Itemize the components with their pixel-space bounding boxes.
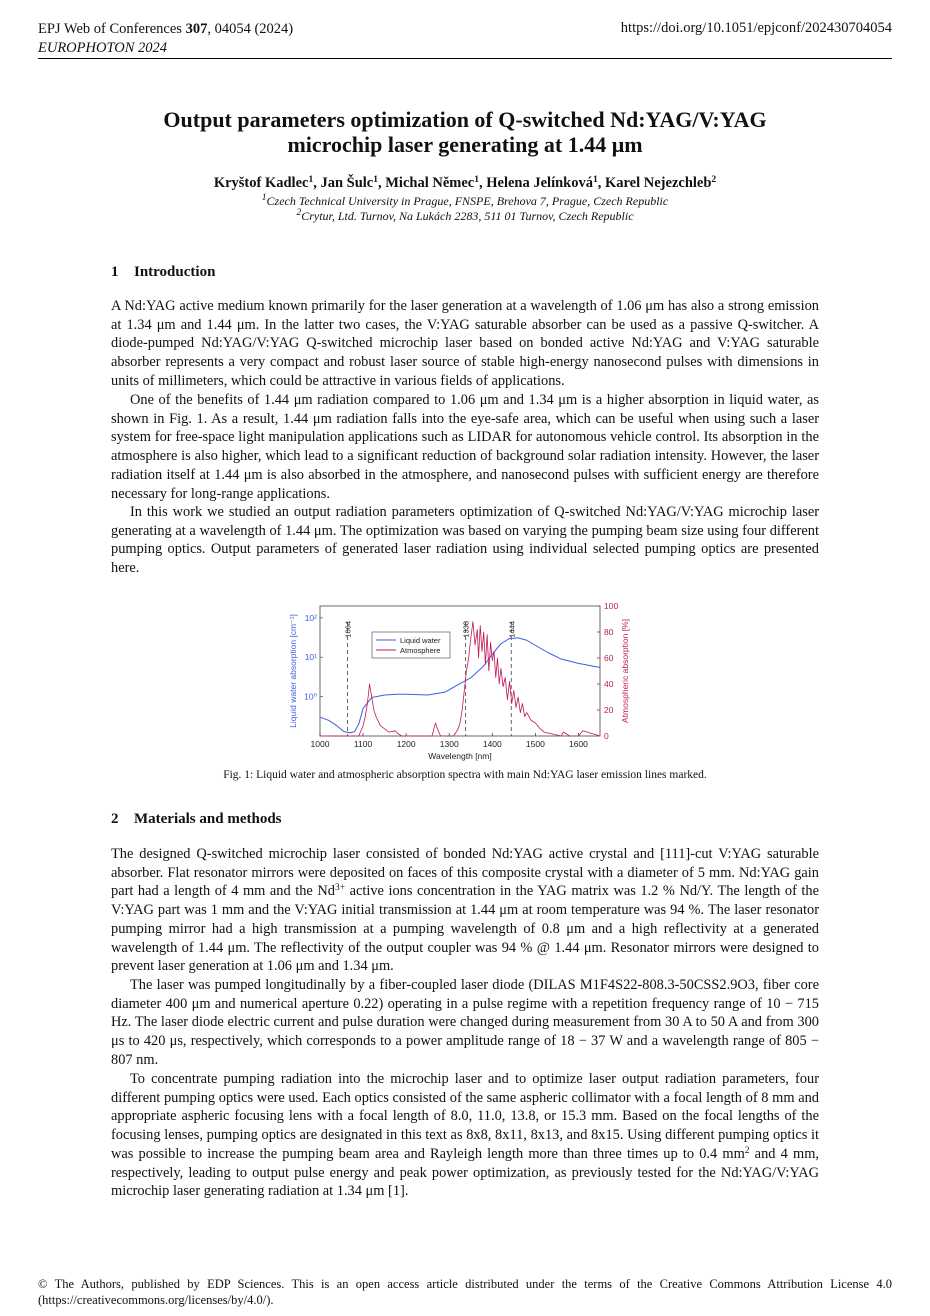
x-tick-label: 1200 [396, 739, 416, 749]
absorption-chart [275, 598, 655, 768]
figure-caption: Fig. 1: Liquid water and atmospheric absorption spectra with main Nd:YAG laser emission lines marked. [223, 769, 707, 781]
methods-paragraph-3: To concentrate pumping radiation into the microchip laser and to optimize laser output radiation parameters, four different pumping optics were used. Each optics consisted of the same aspheric collimator with a focal length of 8 mm and appropriate aspheric focusing lens with a focal length of 8.0, 11.0, 13.8, or 15.3 mm. Based on the focal lengths of the focusing lenses, pumping optics are designated in this text as 8x8, 8x11, 8x13, and 8x15. Using different pumping optics it was possible to increase the pumping beam area and Rayleigh length more than three times up to 0.4 $mm^2$ and 4 mm, respectively, leading to output pulse energy and peak power optimization, as previously tested for the Nd:YAG/V:YAG microchip laser generating radiation at 1.34 μm [1]. [111, 1071, 819, 1200]
y-left-tick-label: 10¹ [304, 652, 317, 663]
article-number: , 04054 (2024) [207, 21, 294, 37]
affiliation-2: $^2$Crytur, Ltd. Turnov, Na Lukách 2283, 511 01 Turnov, Czech Republic [296, 208, 634, 223]
doi-link[interactable]: https://doi.org/10.1051/epjconf/202430704054 [620, 20, 892, 36]
conference-name: EUROPHOTON 2024 [38, 40, 168, 56]
figure-1 [275, 598, 655, 768]
emission-line-label: 1338 [461, 621, 471, 638]
author: Helena Jelínková [486, 175, 593, 191]
emission-line-label: 1064 [343, 621, 353, 638]
legend-label: Atmosphere [400, 646, 441, 655]
y-right-tick-label: 20 [604, 705, 614, 715]
header-rule [38, 58, 892, 59]
section-heading-introduction: 1 Introduction [111, 264, 216, 280]
journal-volume: 307 [185, 21, 208, 37]
author: Karel Nejezchleb [604, 175, 712, 191]
author-list: Kryštof Kadlec$^1$, Jan Šulc$^1$, Michal Němec$^1$, Helena Jelínková$^1$, Karel Nejezchleb$^2$ [213, 175, 717, 191]
running-header [38, 20, 293, 58]
x-axis-label: Wavelength [nm] [428, 751, 492, 761]
y-left-tick-label: 10⁰ [304, 691, 317, 702]
plot-frame [320, 606, 600, 736]
intro-paragraph-2: One of the benefits of 1.44 μm radiation compared to 1.06 μm and 1.34 μm is a higher absorption in liquid water, as shown in Fig. 1. As a result, 1.44 μm radiation falls into the eye-safe area, which can be useful when using such a laser system for free-space light manipulation applications such as LIDAR for autonomous vehicle control. Its absorption in the atmosphere is also higher, which lead to a significant reduction of background solar radiation intensity. However, the laser radiation itself at 1.44 μm is also absorbed in the atmosphere, and nanosecond pulses with sufficient energy are therefore necessary for long-range applications. [111, 392, 819, 502]
author: Kryštof Kadlec [213, 175, 309, 191]
y-left-axis-label: Liquid water absorption [cm⁻¹] [288, 614, 298, 728]
title-line-1: Output parameters optimization of Q-switched Nd:YAG/V:YAG [163, 107, 767, 132]
methods-paragraph-2: The laser was pumped longitudinally by a fiber-coupled laser diode (DILAS M1F4S22-808.3-50CSS2.9O3, fiber core diameter 400 μm and numerical aperture 0.22) operating in a pulse regime with a repetition frequency range of 10 − 715 Hz. The laser diode electric current and pulse duration were changed during measurement from 30 A to 50 A and from 300 μs to 420 μs, respectively, which corresponds to a power amplitude range of 18 − 37 W and a wavelength range of 805 − 807 nm. [111, 977, 819, 1068]
legend-label: Liquid water [400, 636, 441, 645]
author: Michal Němec [385, 175, 475, 191]
emission-line-label: 1444 [507, 621, 517, 638]
x-tick-label: 1600 [569, 739, 588, 749]
section-heading-materials-methods: 2 Materials and methods [111, 811, 282, 827]
x-tick-label: 1300 [439, 739, 459, 749]
y-right-tick-label: 80 [604, 627, 614, 637]
affiliation-1: $^1$Czech Technical University in Prague, FNSPE, Brehova 7, Prague, Czech Republic [261, 193, 669, 208]
x-tick-label: 1500 [525, 739, 545, 749]
x-tick-label: 1000 [310, 739, 330, 749]
author: Jan Šulc [320, 175, 374, 191]
liquid-water-curve [320, 638, 600, 733]
title-line-2: microchip laser generating at 1.44 μm [287, 132, 643, 157]
journal-name: EPJ Web of Conferences [38, 21, 182, 37]
license-footer: © The Authors, published by EDP Sciences. This is an open access article distributed under the terms of the Creative Commons Attribution License 4.0 (https://creativecommons.org/licenses/by/4.0/). [38, 1277, 892, 1307]
paper-title [90, 107, 840, 157]
y-right-tick-label: 100 [604, 601, 619, 611]
y-left-tick-label: 10² [304, 612, 317, 623]
methods-paragraph-1: The designed Q-switched microchip laser consisted of bonded Nd:YAG active crystal and [111]-cut V:YAG saturable absorber. Flat resonator mirrors were deposited on faces of this composite crystal with a diameter of 5 mm. Nd:YAG gain part had a length of 4 mm and the $Nd^{3+}$ active ions concentration in the YAG matrix was 1.2 % Nd/Y. The length of the V:YAG part was 1 mm and the V:YAG initial transmission at 1.44 μm at room temperature was 94 %. The laser resonator pumping mirror had a high transmission at a pumping wavelength of 0.8 μm and a high reflectivity at a generated wavelength of 1.44 μm. The reflectivity of the output coupler was 94 % @ 1.44 μm. Resonator mirrors were designed to prevent laser generation at 1.06 μm and 1.34 μm. [111, 846, 819, 975]
atmosphere-curve [320, 622, 600, 736]
y-right-axis-label: Atmospheric absorption [%] [620, 619, 630, 723]
intro-paragraph-3: In this work we studied an output radiation parameters optimization of Q-switched Nd:YAG/V:YAG microchip laser generating at a wavelength of 1.44 μm. The optimization was based on varying the pumping beam size using four different pumping optics. Output parameters of generated laser radiation using individual selected pumping optics are presented here. [111, 504, 819, 577]
y-right-tick-label: 40 [604, 679, 614, 689]
y-right-tick-label: 0 [604, 731, 609, 741]
x-tick-label: 1100 [353, 739, 373, 749]
intro-paragraph-1: A Nd:YAG active medium known primarily for the laser generation at a wavelength of 1.06 μm has also a strong emission at 1.34 μm and 1.44 μm. In the latter two cases, the V:YAG saturable absorber can be used as a passive Q-switcher. A diode-pumped Nd:YAG/V:YAG Q-switched microchip laser based on bonded active Nd:YAG and V:YAG saturable absorber represents a very compact and robust laser source of stable high-energy nanosecond pulses with dimensions in units of millimeters, which could be attractive in various fields of applications. [111, 298, 819, 389]
x-tick-label: 1400 [482, 739, 502, 749]
y-right-tick-label: 60 [604, 653, 614, 663]
